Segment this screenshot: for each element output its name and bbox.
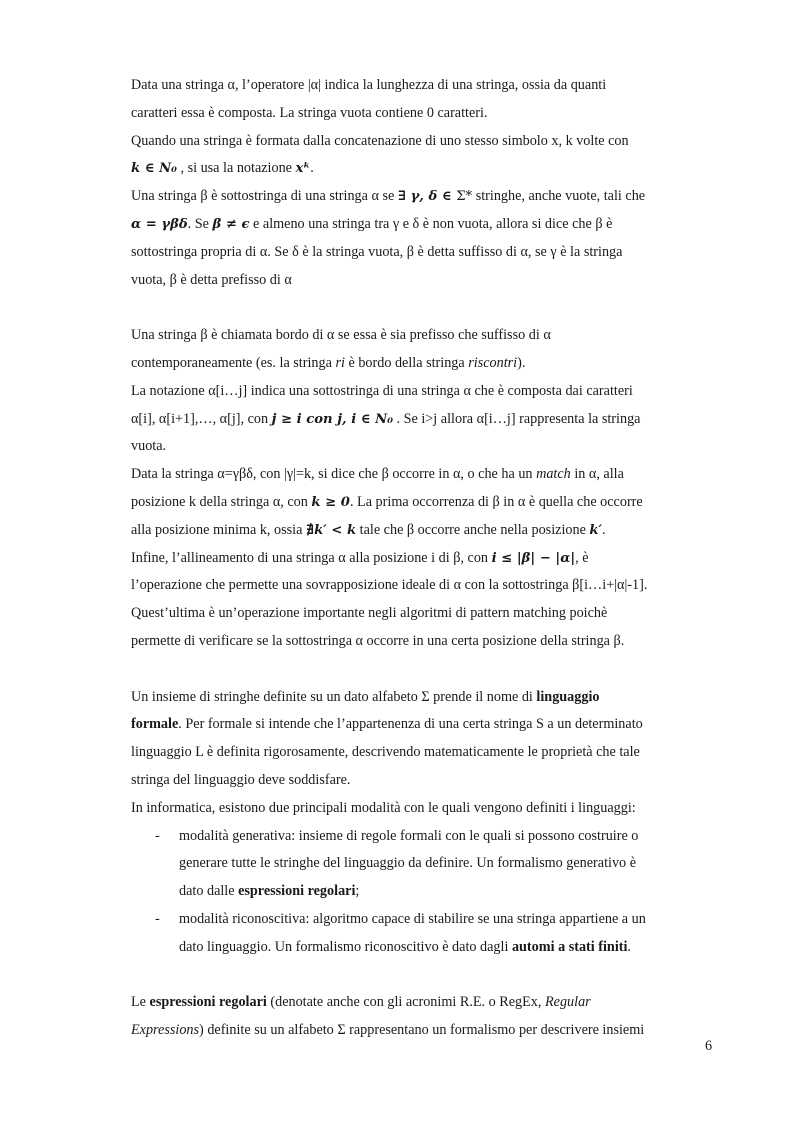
text: Le xyxy=(131,994,150,1011)
text: α[i], α[i+1],…, α[j], con xyxy=(131,410,272,427)
text: . Se xyxy=(187,215,213,232)
paragraph-gap xyxy=(131,294,716,322)
text-line xyxy=(179,850,716,878)
text: La notazione α[i…j] indica una sottostringa di una stringa α che è composta dai caratteri xyxy=(131,382,633,399)
text-line xyxy=(131,378,716,406)
math-expression: ∄k′ < k xyxy=(305,522,357,538)
bold-term: espressioni regolari xyxy=(149,994,267,1011)
text: Data la stringa α=γβδ, con |γ|=k, si dice che β occorre in α, o che ha un xyxy=(131,466,537,483)
text-line xyxy=(131,461,716,489)
text: ). xyxy=(517,354,526,371)
paragraph-regular-expressions xyxy=(131,989,716,1045)
text-line xyxy=(131,183,716,211)
math-expression: xᵏ xyxy=(295,161,311,177)
text: (denotate anche con gli acronimi R.E. o RegEx, xyxy=(266,994,545,1011)
text-line xyxy=(131,795,716,823)
text-line xyxy=(131,628,716,656)
text-line xyxy=(131,572,716,600)
math-expression: i ≤ |β| − |α| xyxy=(491,550,576,566)
text-line xyxy=(131,600,716,628)
text: ) definite su un alfabeto Σ rappresentano un formalismo per descrivere insiemi xyxy=(199,1022,645,1039)
bold-term: espressioni regolari xyxy=(238,883,356,900)
text-line xyxy=(179,934,716,962)
text-line xyxy=(131,406,716,434)
page-body xyxy=(131,72,716,1045)
text-line xyxy=(131,155,716,183)
italic-text: Expressions xyxy=(131,1022,200,1039)
text-line xyxy=(131,739,716,767)
italic-text: riscontri xyxy=(468,354,518,371)
math-expression: k ∈ N₀ xyxy=(131,161,177,177)
math-expression: ∃ γ, δ ∈ xyxy=(397,189,457,205)
text: Infine, l’allineamento di una stringa α alla posizione i di β, con xyxy=(131,549,492,566)
text-line xyxy=(131,100,716,128)
text: permette di verificare se la sottostringa α occorre in una certa posizione della stringa β. xyxy=(131,632,625,649)
text-line xyxy=(131,322,716,350)
text: generare tutte le stringhe del linguaggio da definire. Un formalismo generativo è xyxy=(179,855,636,872)
text: . Se i>j allora α[i…j] rappresenta la stringa xyxy=(392,410,641,427)
italic-text: Regular xyxy=(544,994,591,1011)
text: posizione k della stringa α, con xyxy=(131,493,312,510)
text-line xyxy=(131,267,716,295)
text-line xyxy=(131,711,716,739)
text-line xyxy=(131,433,716,461)
text: . xyxy=(602,521,606,538)
text: In informatica, esistono due principali modalità con le quali vengono definiti i linguaggi: xyxy=(131,799,636,816)
text: in α, alla xyxy=(570,466,624,483)
math-expression: k′ xyxy=(589,522,603,538)
text: modalità riconoscitiva: algoritmo capace di stabilire se una stringa appartiene a un xyxy=(179,910,646,927)
text-line xyxy=(179,906,716,934)
text: Un insieme di stringhe definite su un dato alfabeto Σ prende il nome di xyxy=(131,688,537,705)
text: sottostringa propria di α. Se δ è la stringa vuota, β è detta suffisso di α, se γ è la stringa xyxy=(131,243,623,260)
text: Quando una stringa è formata dalla concatenazione di uno stesso simbolo x, k volte con xyxy=(131,132,629,149)
bullet-dash: - xyxy=(155,910,160,927)
text: contemporaneamente (es. la stringa xyxy=(131,354,336,371)
math-expression: k ≥ 0 xyxy=(311,494,350,510)
text-line xyxy=(131,211,716,239)
bold-term: formale xyxy=(131,716,179,733)
text: vuota, β è detta prefisso di α xyxy=(131,271,292,288)
paragraph-strings-intro xyxy=(131,72,716,294)
text-line xyxy=(179,878,716,906)
text-line xyxy=(131,1017,716,1045)
text: l’operazione che permette una sovrapposizione ideale di α con la sottostringa β[i…i+|α|-1]. xyxy=(131,577,648,594)
italic-text: match xyxy=(536,466,571,483)
text: Data una stringa α, l’operatore |α| indica la lunghezza di una stringa, ossia da quanti xyxy=(131,77,607,93)
bold-term: automi a stati finiti xyxy=(511,938,628,955)
math-expression: β ≠ ϵ xyxy=(212,216,250,232)
bold-term: linguaggio xyxy=(536,688,600,705)
text-line xyxy=(131,767,716,795)
text: , si usa la notazione xyxy=(176,160,296,177)
text-line xyxy=(131,350,716,378)
text-line xyxy=(131,517,716,545)
paragraph-border-substrings xyxy=(131,322,716,656)
text: stringa del linguaggio deve soddisfare. xyxy=(131,771,351,788)
text: ; xyxy=(355,883,360,900)
text: . xyxy=(310,160,314,177)
text-line xyxy=(131,72,716,100)
page-number: 6 xyxy=(705,1038,713,1054)
paragraph-gap xyxy=(131,962,716,990)
text: modalità generativa: insieme di regole formali con le quali si possono costruire o xyxy=(179,827,639,844)
text: . Per formale si intende che l’appartenenza di una certa stringa S a un determinato xyxy=(178,716,643,733)
text-line xyxy=(131,239,716,267)
text: Una stringa β è sottostringa di una stringa α se xyxy=(131,188,398,205)
list-item-recognitive xyxy=(131,906,716,962)
text: linguaggio L è definita rigorosamente, descrivendo matematicamente le proprietà che tale xyxy=(131,744,640,761)
italic-text: ri xyxy=(335,354,345,371)
bullet-dash: - xyxy=(155,827,160,844)
text: . xyxy=(627,938,631,955)
text-line xyxy=(131,989,716,1017)
text: stringhe, anche vuote, tali che xyxy=(472,188,646,205)
text: vuota. xyxy=(131,438,167,455)
text: Una stringa β è chiamata bordo di α se essa è sia prefisso che suffisso di α xyxy=(131,327,551,344)
text-line xyxy=(131,128,716,156)
paragraph-formal-languages xyxy=(131,684,716,962)
paragraph-gap xyxy=(131,656,716,684)
math-expression: α = γβδ xyxy=(131,216,188,232)
text: tale che β occorre anche nella posizione xyxy=(356,521,590,538)
text: Quest’ultima è un’operazione importante negli algoritmi di pattern matching poichè xyxy=(131,605,608,622)
text: e almeno una stringa tra γ e δ è non vuota, allora si dice che β è xyxy=(249,215,613,232)
text-line xyxy=(131,684,716,712)
text: alla posizione minima k, ossia xyxy=(131,521,306,538)
text: . La prima occorrenza di β in α è quella che occorre xyxy=(349,493,643,510)
text-line xyxy=(179,823,716,851)
text-line xyxy=(131,489,716,517)
text-line xyxy=(131,545,716,573)
math-expression: Σ* xyxy=(456,189,473,205)
text: , è xyxy=(575,549,589,566)
list-item-generative xyxy=(131,823,716,906)
text: caratteri essa è composta. La stringa vuota contiene 0 caratteri. xyxy=(131,104,488,121)
math-expression: j ≥ i con j, i ∈ N₀ xyxy=(271,411,393,427)
text: dato linguaggio. Un formalismo riconoscitivo è dato dagli xyxy=(179,938,512,955)
text: è bordo della stringa xyxy=(344,354,469,371)
text: dato dalle xyxy=(179,883,239,900)
